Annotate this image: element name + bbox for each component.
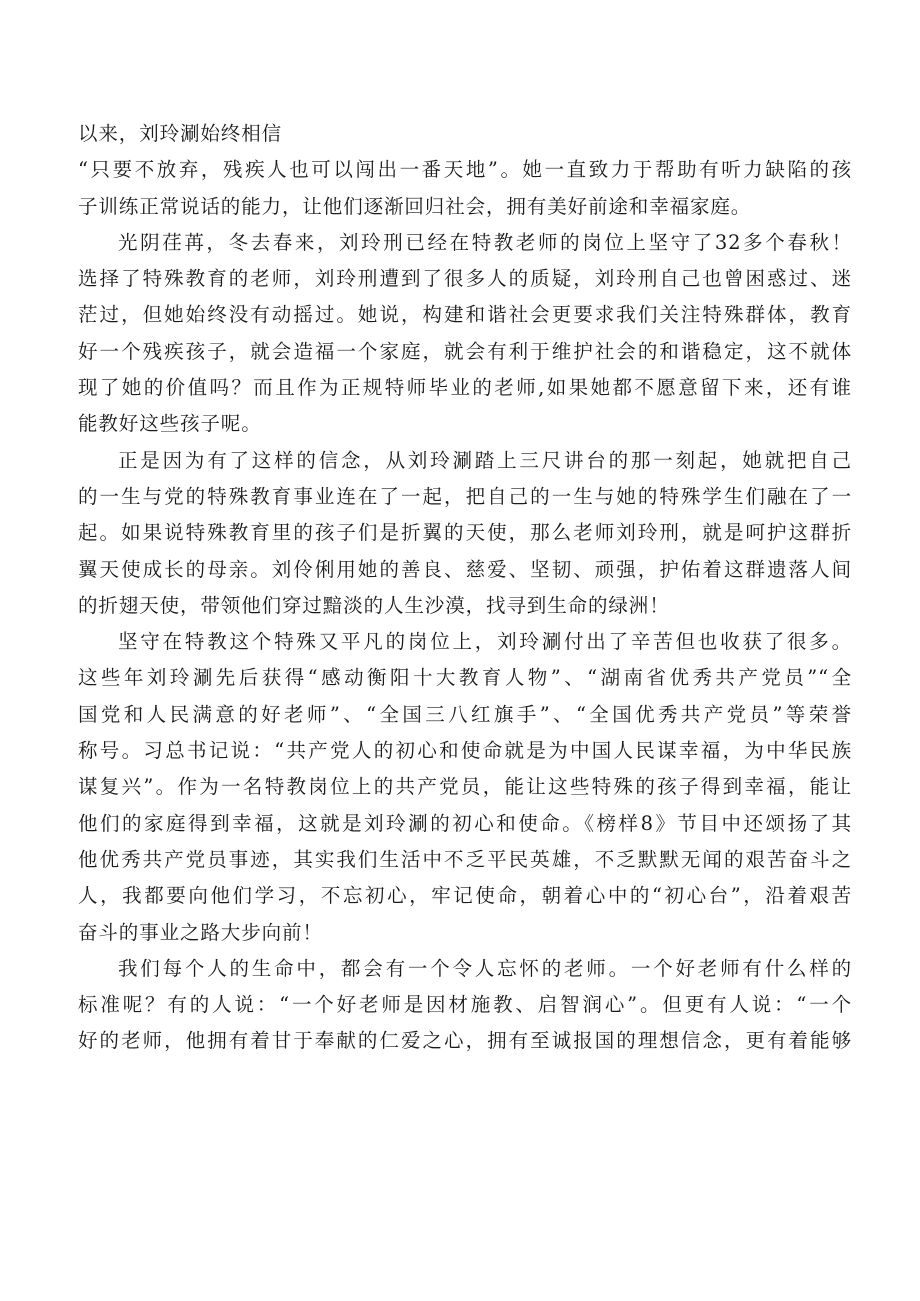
text-line: 的折翅天使，带领他们穿过黯淡的人生沙漠，找寻到生命的绿洲！ xyxy=(78,593,670,617)
text-line: 好的老师，他拥有着甘于奉献的仁爱之心，拥有至诚报国的理想信念，更有着能够 xyxy=(78,1029,852,1053)
document-body xyxy=(78,116,852,1060)
text-line: 选择了特殊教育的老师，刘玲刑遭到了很多人的质疑，刘玲刑自己也曾困惑过、迷 xyxy=(78,267,852,291)
text-line: 这些年刘玲涮先后获得“感动衡阳十大教育人物”、“湖南省优秀共产党员”“全 xyxy=(78,666,852,690)
text-line: 人，我都要向他们学习，不忘初心，牢记使命，朝着心中的“初心台”，沿着艰苦 xyxy=(78,884,852,908)
text-line: 子训练正常说话的能力，让他们逐渐回归社会，拥有美好前途和幸福家庭。 xyxy=(78,194,752,218)
text-line: 谋复兴”。作为一名特教岗位上的共产党员，能让这些特殊的孩子得到幸福，能让 xyxy=(78,775,852,799)
text-line: 我们每个人的生命中，都会有一个令人忘怀的老师。一个好老师有什么样的 xyxy=(118,956,852,980)
text-line: 茫过，但她始终没有动摇过。她说，构建和谐社会更要求我们关注特殊群体，教育 xyxy=(78,303,852,327)
text-line: 称号。习总书记说：“共产党人的初心和使命就是为中国人民谋幸福，为中华民族 xyxy=(78,739,852,763)
text-line: 坚守在特教这个特殊又平凡的岗位上，刘玲涮付出了辛苦但也收获了很多。 xyxy=(118,630,852,654)
text-line: 他们的家庭得到幸福，这就是刘玲涮的初心和使命。《榜样8》节目中还颂扬了其 xyxy=(78,811,852,835)
text-line: 好一个残疾孩子，就会造福一个家庭，就会有利于维护社会的和谐稳定，这不就体 xyxy=(78,339,852,363)
text-line: 正是因为有了这样的信念，从刘玲涮踏上三尺讲台的那一刻起，她就把自己 xyxy=(118,448,852,472)
text-line: 国党和人民满意的好老师”、“全国三八红旗手”、“全国优秀共产党员”等荣誉 xyxy=(78,702,852,726)
text-line: 光阴荏苒，冬去春来，刘玲刑已经在特教老师的岗位上坚守了32多个春秋！ xyxy=(118,230,852,254)
text-line: 他优秀共产党员事迹，其实我们生活中不乏平民英雄，不乏默默无闻的艰苦奋斗之 xyxy=(78,847,852,871)
text-line: 以来，刘玲涮始终相信 xyxy=(78,122,283,145)
text-line: 起。如果说特殊教育里的孩子们是折翼的天使，那么老师刘玲刑，就是呵护这群折 xyxy=(78,521,852,545)
text-line: 翼天使成长的母亲。刘伶俐用她的善良、慈爱、坚韧、顽强，护佑着这群遗落人间 xyxy=(78,557,852,581)
text-line: 能教好这些孩子呢。 xyxy=(78,412,262,436)
text-line: 标准呢？有的人说：“一个好老师是因材施教、启智润心”。但更有人说：“一个 xyxy=(78,993,852,1017)
text-line: 奋斗的事业之路大步向前！ xyxy=(78,920,323,944)
text-line: 的一生与党的特殊教育事业连在了一起，把自己的一生与她的特殊学生们融在了一 xyxy=(78,484,852,508)
text-line: “只要不放弃，残疾人也可以闯出一番天地”。她一直致力于帮助有听力缺陷的孩 xyxy=(78,158,852,182)
text-line: 现了她的价值吗？而且作为正规特师毕业的老师,如果她都不愿意留下来，还有谁 xyxy=(78,376,852,400)
